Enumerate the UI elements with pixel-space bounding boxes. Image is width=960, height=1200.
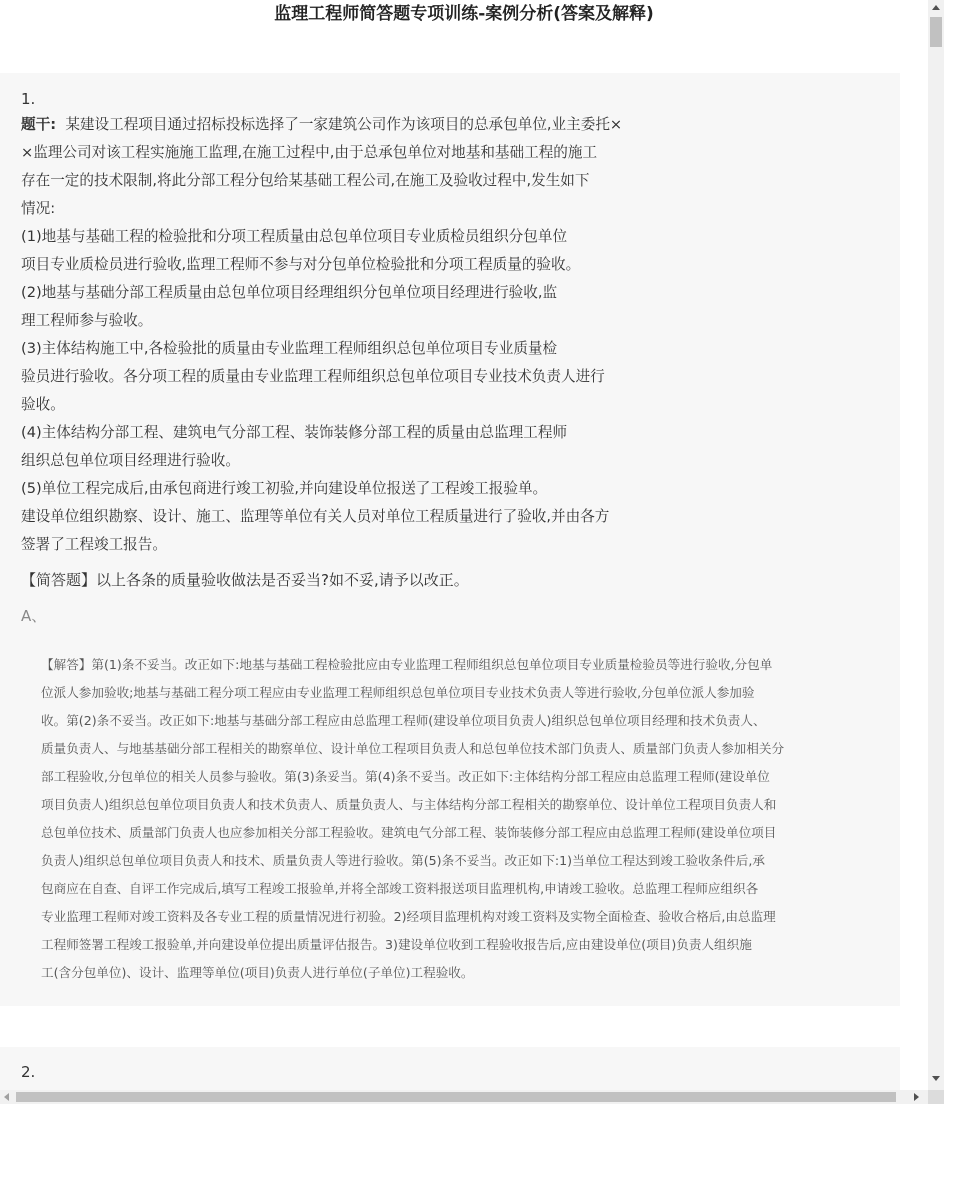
answer-line: 质量负责人、与地基基础分部工程相关的勘察单位、设计单位工程项目负责人和总包单位技术部门负责人、质量部门负责人参加相关分 [41, 741, 785, 756]
question-number: 2. [21, 1063, 36, 1081]
stem-line: 组织总包单位项目经理进行验收。 [21, 452, 240, 469]
answer-line: 收。第(2)条不妥当。改正如下:地基与基础分部工程应由总监理工程师(建设单位项目负责人)组织总包单位项目经理和技术负责人、 [41, 713, 766, 728]
question-stem [21, 111, 691, 559]
scroll-up-arrow-icon[interactable] [932, 5, 940, 10]
answer-line: 工(含分包单位)、设计、监理等单位(项目)负责人进行单位(子单位)工程验收。 [41, 965, 474, 980]
question-number: 1. [21, 90, 36, 108]
stem-line: (5)单位工程完成后,由承包商进行竣工初验,并向建设单位报送了工程竣工报验单。 [21, 480, 548, 497]
scroll-left-arrow-icon[interactable] [4, 1093, 9, 1101]
stem-line: 项目专业质检员进行验收,监理工程师不参与对分包单位检验批和分项工程质量的验收。 [21, 256, 581, 273]
answer-line: 位派人参加验收;地基与基础工程分项工程应由专业监理工程师组织总包单位项目专业技术负责人等进行验收,分包单位派人参加验 [41, 685, 755, 700]
question-card [0, 1047, 900, 1090]
answer-line: 总包单位技术、质量部门负责人也应参加相关分部工程验收。建筑电气分部工程、装饰装修分部工程应由总监理工程师(建设单位项目 [41, 825, 777, 840]
scrollbar-corner [928, 1090, 944, 1104]
question-label: 【简答题】 [21, 571, 97, 589]
stem-line: (4)主体结构分部工程、建筑电气分部工程、装饰装修分部工程的质量由总监理工程师 [21, 424, 568, 441]
vertical-scrollbar[interactable] [928, 0, 944, 1090]
answer-line: 部工程验收,分包单位的相关人员参与验收。第(3)条妥当。第(4)条不妥当。改正如下:主体结构分部工程应由总监理工程师(建设单位 [41, 769, 770, 784]
answer-line: 负责人)组织总包单位项目负责人和技术、质量负责人等进行验收。第(5)条不妥当。改正如下:1)当单位工程达到竣工验收条件后,承 [41, 853, 765, 868]
question-text: 以上各条的质量验收做法是否妥当?如不妥,请予以改正。 [96, 571, 469, 589]
stem-line: 存在一定的技术限制,将此分部工程分包给某基础工程公司,在施工及验收过程中,发生如下 [21, 172, 590, 189]
answer-line: 项目负责人)组织总包单位项目负责人和技术负责人、质量负责人、与主体结构分部工程相关的勘察单位、设计单位工程项目负责人和 [41, 797, 777, 812]
stem-line: 建设单位组织勘察、设计、施工、监理等单位有关人员对单位工程质量进行了验收,并由各方 [21, 508, 610, 525]
stem-line: (3)主体结构施工中,各检验批的质量由专业监理工程师组织总包单位项目专业质量检 [21, 340, 558, 357]
stem-line [21, 111, 691, 139]
vertical-scroll-thumb[interactable] [930, 17, 942, 47]
answer-line: 工程师签署工程竣工报验单,并向建设单位提出质量评估报告。3)建设单位收到工程验收报告后,应由建设单位(项目)负责人组织施 [41, 937, 752, 952]
answer-line: 【解答】第(1)条不妥当。改正如下:地基与基础工程检验批应由专业监理工程师组织总包单位项目专业质量检验员等进行验收,分包单 [41, 657, 773, 672]
stem-text: 某建设工程项目通过招标投标选择了一家建筑公司作为该项目的总承包单位,业主委托× [65, 116, 623, 133]
stem-line: (2)地基与基础分部工程质量由总包单位项目经理组织分包单位项目经理进行验收,监 [21, 284, 558, 301]
stem-line: 验员进行验收。各分项工程的质量由专业监理工程师组织总包单位项目专业技术负责人进行 [21, 368, 605, 385]
answer-option[interactable]: A、 [21, 607, 47, 625]
stem-line: ×监理公司对该工程实施施工监理,在施工过程中,由于总承包单位对地基和基础工程的施工 [21, 144, 598, 161]
question-card [0, 73, 900, 1006]
stem-line: 验收。 [21, 396, 65, 413]
horizontal-scroll-thumb[interactable] [16, 1092, 896, 1102]
stem-line: 理工程师参与验收。 [21, 312, 153, 329]
question-prompt [21, 568, 721, 592]
scroll-down-arrow-icon[interactable] [932, 1076, 940, 1081]
stem-label: 题干: [21, 116, 57, 133]
stem-line: 签署了工程竣工报告。 [21, 536, 167, 553]
answer-explanation [41, 651, 876, 987]
scroll-right-arrow-icon[interactable] [914, 1093, 919, 1101]
horizontal-scrollbar[interactable] [0, 1090, 928, 1104]
answer-line: 专业监理工程师对竣工资料及各专业工程的质量情况进行初验。2)经项目监理机构对竣工资料及实物全面检查、验收合格后,由总监理 [41, 909, 776, 924]
page-title: 监理工程师简答题专项训练-案例分析(答案及解释) [274, 4, 654, 24]
answer-line: 包商应在自查、自评工作完成后,填写工程竣工报验单,并将全部竣工资料报送项目监理机构,申请竣工验收。总监理工程师应组织各 [41, 881, 759, 896]
stem-line: (1)地基与基础工程的检验批和分项工程质量由总包单位项目专业质检员组织分包单位 [21, 228, 568, 245]
stem-line: 情况: [21, 200, 56, 217]
